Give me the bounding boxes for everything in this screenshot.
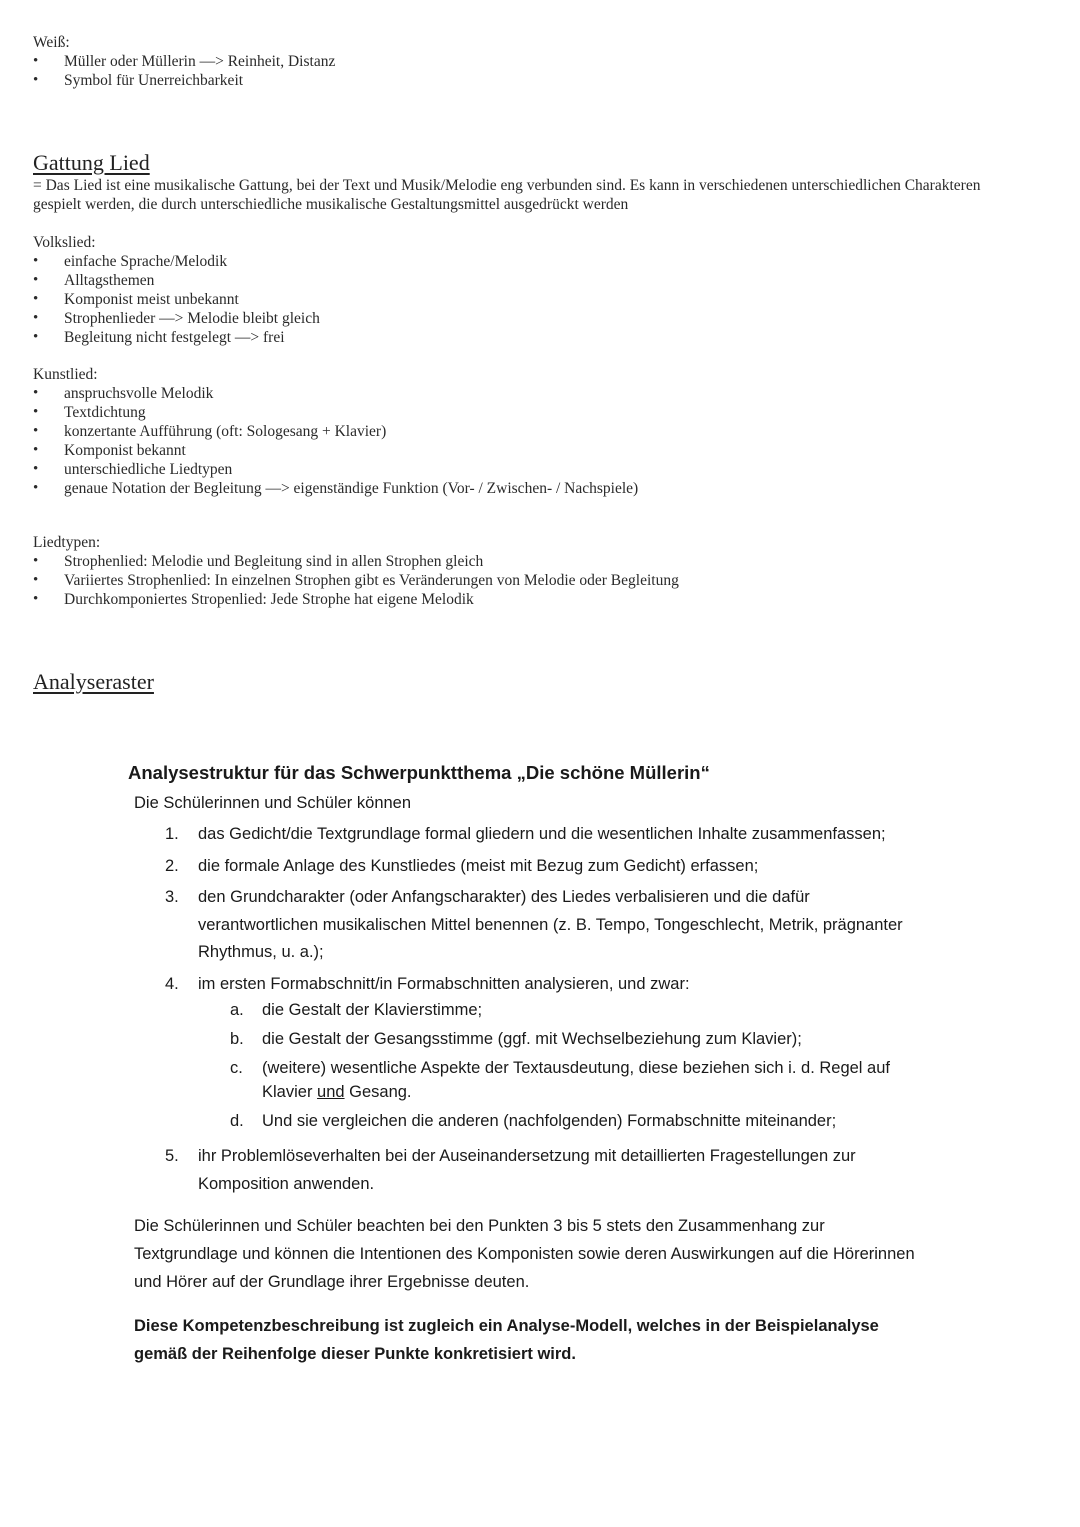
item-number: 3.	[165, 888, 179, 906]
item-text: ihr Problemlöseverhalten bei der Auseinandersetzung mit detaillierten Fragestellungen zur Komposition anwenden.	[198, 1147, 856, 1193]
liedtypen-label: Liedtypen:	[33, 534, 101, 551]
sub-item	[198, 1027, 928, 1051]
kunstlied-section	[33, 365, 1043, 498]
list-item: • Müller oder Müllerin —> Reinheit, Distanz	[33, 52, 1043, 71]
item-number: 2.	[165, 856, 179, 875]
item-number: 4.	[165, 974, 179, 993]
sub-text: die Gestalt der Gesangsstimme (ggf. mit Wechselbeziehung zum Klavier);	[262, 1030, 802, 1048]
competency-item	[128, 821, 928, 849]
liedtypen-list	[33, 552, 1043, 609]
analysestruktur-title: Analysestruktur für das Schwerpunktthema „Die schöne Müllerin“	[128, 762, 710, 783]
competency-item	[128, 884, 928, 967]
volkslied-section	[33, 233, 1043, 347]
list-item: • Begleitung nicht festgelegt —> frei	[33, 328, 1043, 347]
sub-text-after: Gesang.	[344, 1083, 412, 1101]
sub-list	[198, 998, 928, 1133]
sub-letter: d.	[230, 1112, 244, 1130]
analysestruktur-excerpt	[128, 762, 928, 1368]
sub-letter: b.	[230, 1030, 244, 1048]
list-item: • unterschiedliche Liedtypen	[33, 460, 1043, 479]
volkslied-label: Volkslied:	[33, 234, 96, 251]
volkslied-list	[33, 252, 1043, 347]
sub-item	[198, 998, 928, 1022]
sub-item	[198, 1109, 928, 1133]
item-text: die formale Anlage des Kunstliedes (meist mit Bezug zum Gedicht) erfassen;	[198, 856, 759, 875]
liedtypen-section	[33, 533, 1043, 609]
weiss-label: Weiß:	[33, 34, 70, 51]
item-text: das Gedicht/die Textgrundlage formal gliedern und die wesentlichen Inhalte zusammenfassen;	[198, 825, 886, 843]
list-item: • Durchkomponiertes Stropenlied: Jede Strophe hat eigene Melodik	[33, 590, 1043, 609]
sub-text: Und sie vergleichen die anderen (nachfolgenden) Formabschnitte miteinander;	[262, 1112, 837, 1130]
list-item: • Alltagsthemen	[33, 271, 1043, 290]
sub-text-underlined: und	[317, 1083, 345, 1101]
competency-list	[128, 821, 928, 1198]
analysestruktur-intro: Die Schülerinnen und Schüler können	[134, 794, 412, 812]
kunstlied-label: Kunstlied:	[33, 366, 98, 383]
item-number: 1.	[165, 825, 179, 843]
competency-item	[128, 853, 928, 881]
list-item: • einfache Sprache/Melodik	[33, 252, 1043, 271]
list-item: • Textdichtung	[33, 403, 1043, 422]
sub-letter: a.	[230, 1001, 244, 1019]
sub-letter: c.	[230, 1059, 243, 1077]
sub-text-before: (weitere) wesentliche Aspekte der Textausdeutung, diese beziehen sich i. d. Regel auf Klavier	[262, 1059, 890, 1101]
list-item: • genaue Notation der Begleitung —> eigenständige Funktion (Vor- / Zwischen- / Nachspiele)	[33, 479, 1043, 498]
weiss-section	[33, 33, 1043, 90]
list-item: • anspruchsvolle Melodik	[33, 384, 1043, 403]
analyseraster-heading: Analyseraster	[33, 669, 154, 694]
item-text: den Grundcharakter (oder Anfangscharakter) des Liedes verbalisieren und die dafür verantwortlichen musikalischen Mittel benennen (z. B. Tempo, Tongeschlecht, Metrik, prägnanter Rhythmus, u. a.);	[198, 888, 903, 961]
sub-text: die Gestalt der Klavierstimme;	[262, 1001, 483, 1019]
sub-item	[198, 1056, 928, 1104]
gattung-definition: = Das Lied ist eine musikalische Gattung, bei der Text und Musik/Melodie eng verbunden sind. Es kann in verschiedenen unterschiedlichen Charakteren gespielt werden, die durch unterschiedliche musikalische Gestaltungsmittel ausgedrückt werden	[33, 177, 981, 213]
item-number: 5.	[165, 1147, 179, 1165]
list-item: • Variiertes Strophenlied: In einzelnen Strophen gibt es Veränderungen von Melodie oder Begleitung	[33, 571, 1043, 590]
competency-item	[128, 971, 928, 1134]
kunstlied-list	[33, 384, 1043, 498]
weiss-list	[33, 52, 1043, 90]
analysestruktur-bold-paragraph: Diese Kompetenzbeschreibung ist zugleich ein Analyse-Modell, welches in der Beispielanalyse gemäß der Reihenfolge dieser Punkte konkretisiert wird.	[134, 1317, 879, 1363]
gattung-heading: Gattung Lied	[33, 150, 150, 175]
list-item: • Symbol für Unerreichbarkeit	[33, 71, 1043, 90]
list-item: • Komponist bekannt	[33, 441, 1043, 460]
list-item: • konzertante Aufführung (oft: Sologesang + Klavier)	[33, 422, 1043, 441]
item-text: im ersten Formabschnitt/in Formabschnitten analysieren, und zwar:	[198, 974, 690, 993]
list-item: • Strophenlieder —> Melodie bleibt gleich	[33, 309, 1043, 328]
analysestruktur-paragraph: Die Schülerinnen und Schüler beachten bei den Punkten 3 bis 5 stets den Zusammenhang zur Textgrundlage und können die Intentionen des Komponisten sowie deren Auswirkungen auf die Hörerinnen und Hörer auf der Grundlage ihrer Ergebnisse deuten.	[134, 1217, 915, 1291]
list-item: • Komponist meist unbekannt	[33, 290, 1043, 309]
competency-item	[128, 1143, 928, 1198]
list-item: • Strophenlied: Melodie und Begleitung sind in allen Strophen gleich	[33, 552, 1043, 571]
